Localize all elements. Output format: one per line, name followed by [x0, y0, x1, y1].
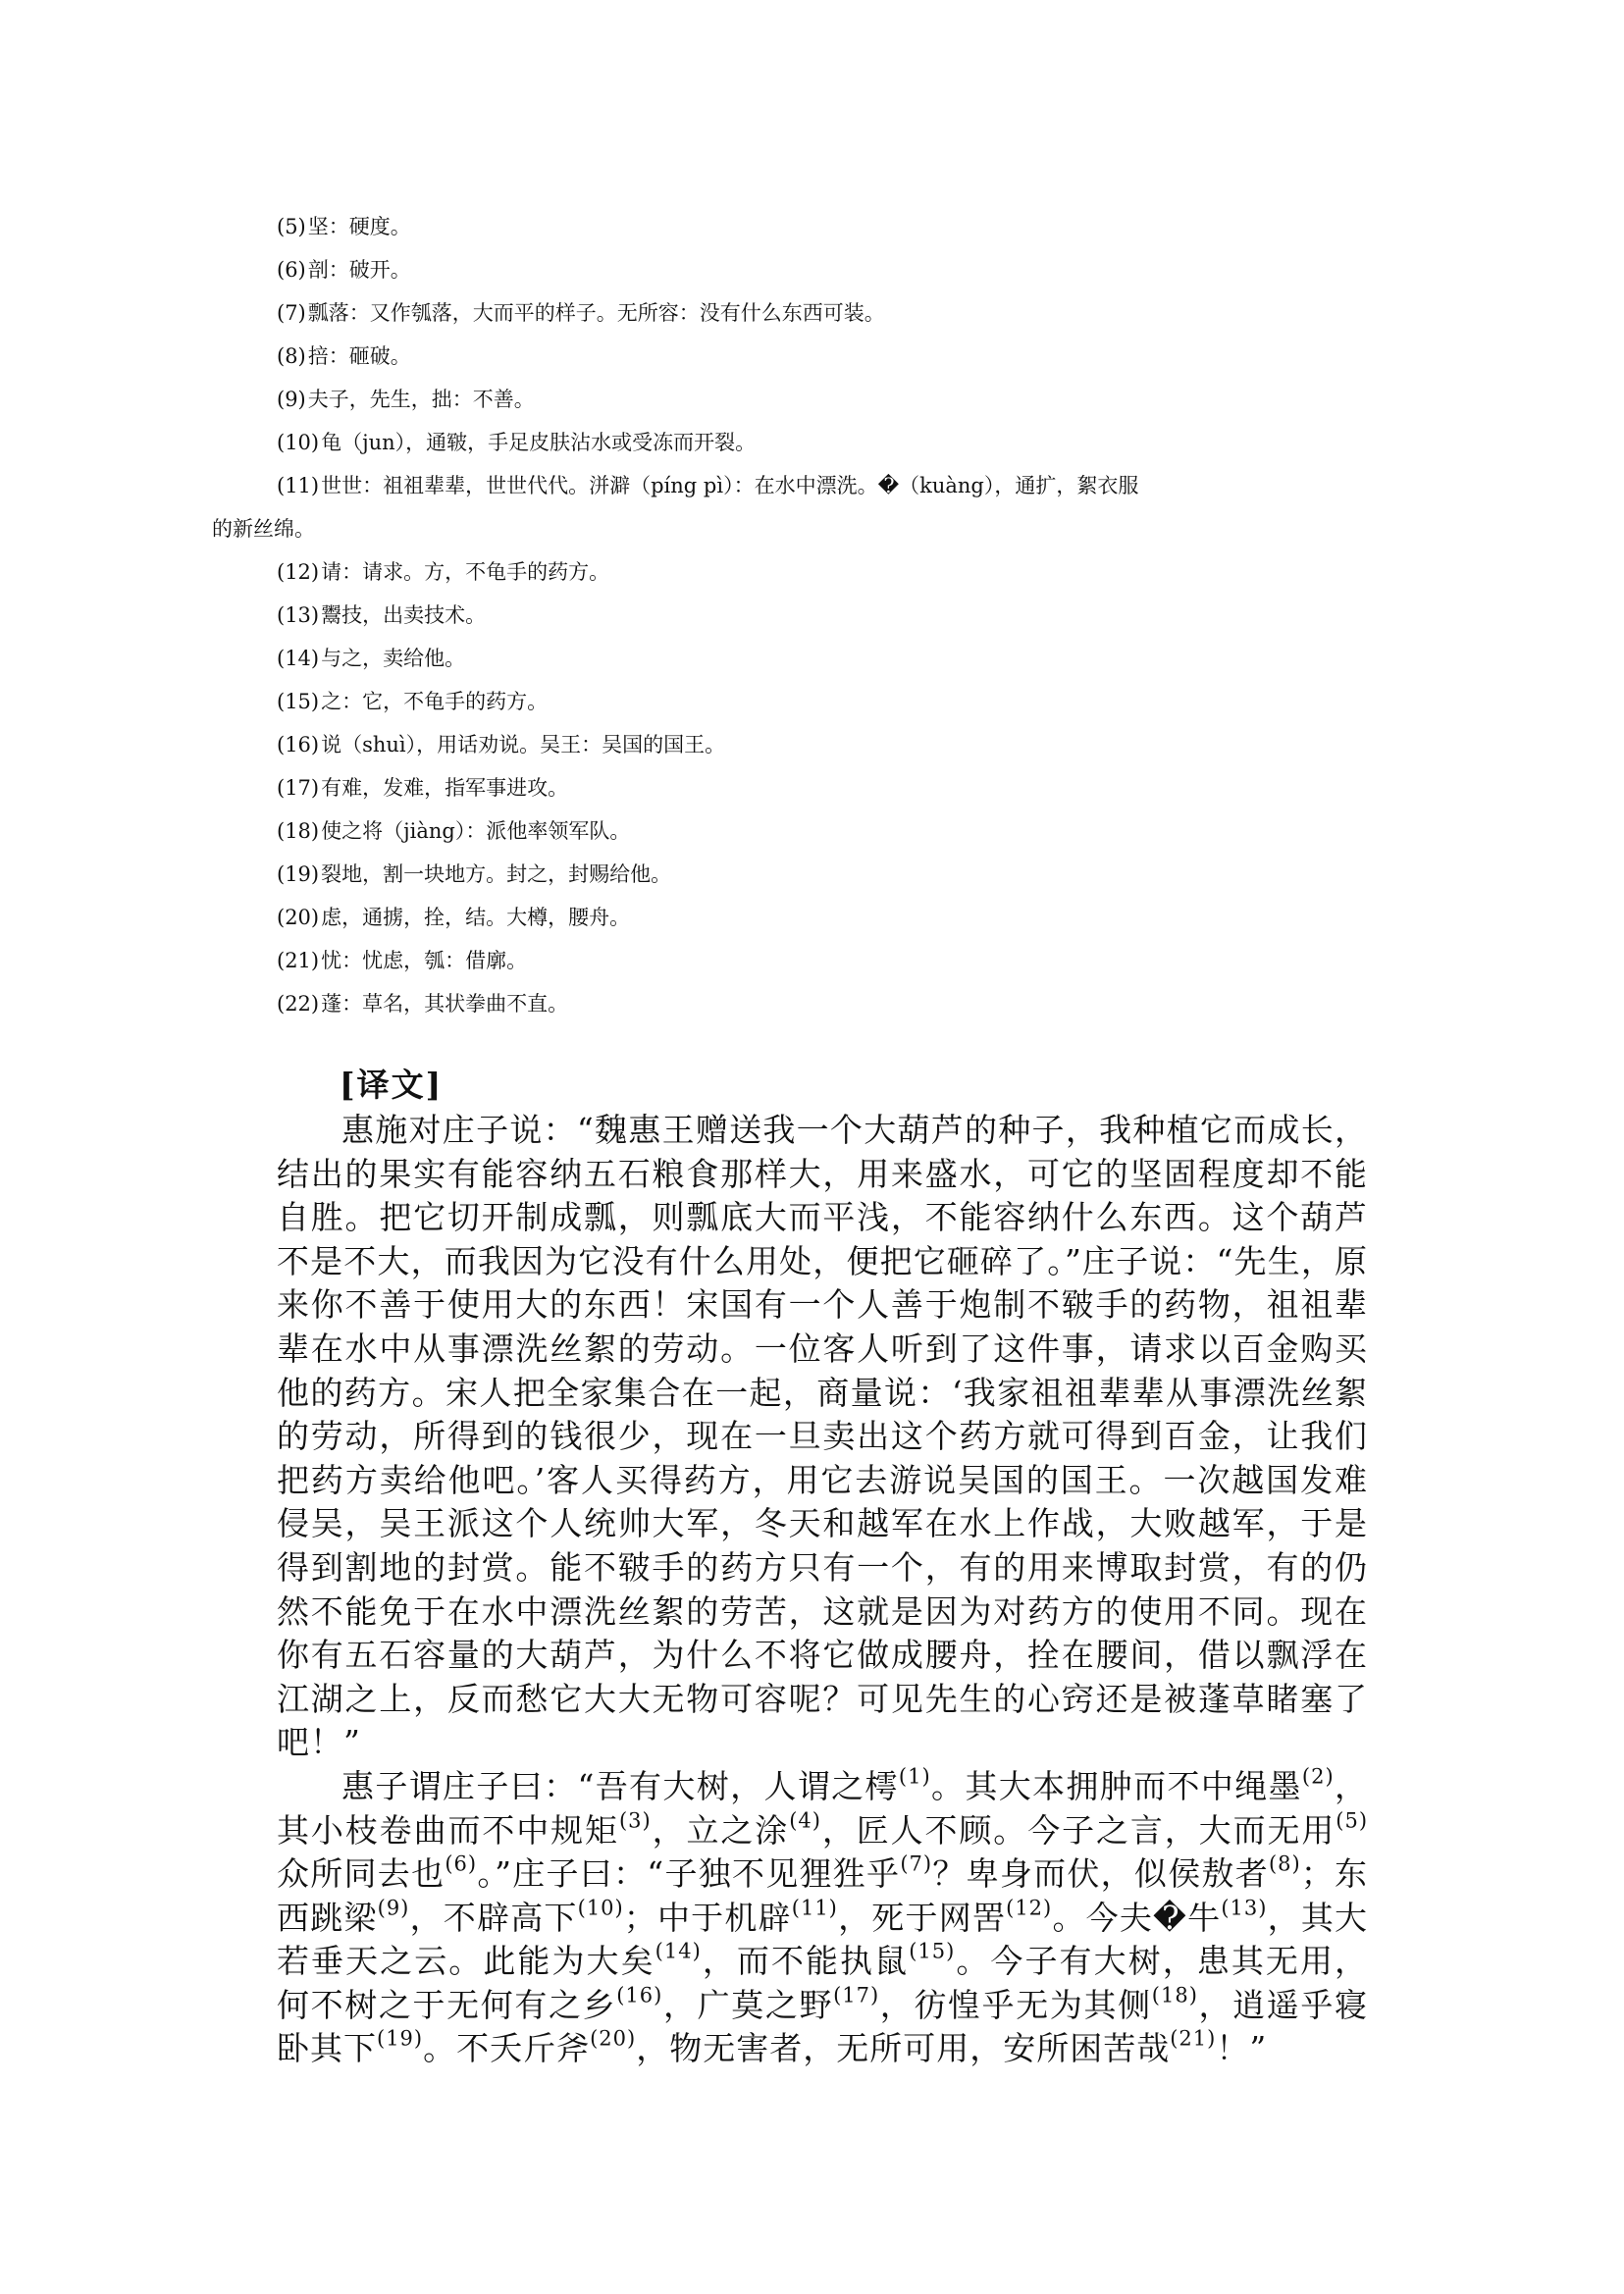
- footnote-marker: (3): [618, 1807, 652, 1832]
- annotation-text: 虑，通掳，拴，结。大樽，腰舟。: [321, 906, 631, 929]
- annotation-number: (19): [277, 862, 320, 886]
- footnote-marker: (7): [900, 1851, 933, 1876]
- annotation-number: (6): [277, 258, 306, 282]
- annotation-item: [212, 982, 1366, 1025]
- paragraph-text-segment: 。其大本拥肿而不中绳墨: [930, 1766, 1302, 1805]
- footnote-marker: (17): [833, 1983, 880, 2007]
- annotation-item: [212, 550, 1366, 594]
- annotation-text: 与之，卖给他。: [321, 647, 466, 670]
- annotation-item: [212, 723, 1366, 766]
- annotation-number: (8): [277, 344, 306, 368]
- annotation-item: [212, 248, 1366, 291]
- footnote-marker: (11): [791, 1896, 838, 1919]
- annotation-item: [212, 335, 1366, 378]
- paragraph-text-segment: ？卑身而伏，似侯敖者: [932, 1854, 1269, 1894]
- paragraph-text-segment: ，而不能执鼠: [701, 1942, 910, 1981]
- footnote-marker: (15): [909, 1939, 956, 1963]
- translation-paragraph: 惠施对庄子说：“魏惠王赠送我一个大葫芦的种子，我种植它而成长，结出的果实有能容纳五石粮食那样大，用来盛水，可它的坚固程度却不能自胜。把它切开制成瓢，则瓢底大而平浅，不能容纳什么东西。这个葫芦不是不大，而我因为它没有什么用处，便把它砸碎了。”庄子说：“先生，原来你不善于使用大的东西！宋国有一个人善于炮制不皲手的药物，祖祖辈辈在水中从事漂洗丝絮的劳动。一位客人听到了这件事，请求以百金购买他的药方。宋人把全家集合在一起，商量说：‘我家祖祖辈辈从事漂洗丝絮的劳动，所得到的钱很少，现在一旦卖出这个药方就可得到百金，让我们把药方卖给他吧。’客人买得药方，用它去游说吴国的国王。一次越国发难侵吴，吴王派这个人统帅大军，冬天和越军在水上作战，大败越军，于是得到割地的封赏。能不皲手的药方只有一个，有的用来博取封赏，有的仍然不能免于在水中漂洗丝絮的劳苦，这就是因为对药方的使用不同。现在你有五石容量的大葫芦，为什么不将它做成腰舟，拴在腰间，借以飘浮在江湖之上，反而愁它大大无物可容呢？可见先生的心窍还是被蓬草睹塞了吧！”: [277, 1111, 1368, 1762]
- footnote-marker: (18): [1151, 1983, 1198, 2007]
- paragraph-text-segment: ，物无害者，无所可用，安所困苦哉: [636, 2029, 1171, 2068]
- annotation-text: 掊：砸破。: [307, 344, 411, 368]
- paragraph-text-segment: ！”: [1216, 2029, 1268, 2068]
- annotation-number: (15): [277, 690, 320, 713]
- annotation-number: (9): [277, 388, 306, 411]
- footnote-marker: (5): [1336, 1807, 1369, 1832]
- annotation-item: [212, 766, 1366, 809]
- annotation-text: 剖：破开。: [307, 258, 411, 282]
- annotation-number: (10): [277, 431, 320, 454]
- annotation-text: 龟（jun），通皲，手足皮肤沾水或受冻而开裂。: [321, 431, 757, 454]
- paragraph-text-segment: ，其小枝卷曲而不中规矩: [277, 1766, 1369, 1850]
- annotation-item: [212, 594, 1366, 637]
- footnote-marker: (13): [1221, 1896, 1268, 1919]
- annotation-item: [212, 896, 1366, 939]
- paragraph-text-segment: ，彷惶乎无为其侧: [879, 1985, 1152, 2024]
- footnote-marker: (8): [1268, 1851, 1301, 1876]
- footnote-marker: (19): [377, 2026, 424, 2051]
- annotation-text: 裂地，割一块地方。封之，封赐给他。: [321, 862, 672, 886]
- translation-paragraph: [277, 1765, 1368, 2071]
- annotation-item: [212, 378, 1366, 421]
- annotation-number: (16): [277, 733, 320, 756]
- footnote-marker: (16): [616, 1983, 663, 2007]
- paragraph-text-segment: 惠子谓庄子曰：“吾有大树，人谓之樗: [341, 1766, 899, 1805]
- paragraph-text-segment: ，广莫之野: [662, 1985, 834, 2024]
- annotation-item: [212, 680, 1366, 723]
- annotation-number: (20): [277, 906, 320, 929]
- annotation-item: [212, 464, 1366, 507]
- annotation-text: 鬻技，出卖技术。: [321, 603, 487, 627]
- annotation-text: 使之将（jiàng）：派他率领军队。: [321, 819, 631, 843]
- annotation-number: (12): [277, 560, 320, 584]
- footnote-marker: (21): [1170, 2026, 1217, 2051]
- paragraph-text-segment: ，逍遥乎寝卧其下: [277, 1985, 1369, 2068]
- paragraph-text-segment: ；中于机辟: [623, 1898, 792, 1937]
- annotation-list: [212, 205, 1366, 1025]
- paragraph-text-segment: ，不辟高下: [409, 1898, 578, 1937]
- paragraph-text-segment: 众所同去也: [277, 1854, 445, 1894]
- paragraph-text-segment: ，匠人不顾。今子之言，大而无用: [820, 1810, 1336, 1850]
- paragraph-text-segment: ；东西跳梁: [277, 1854, 1368, 1937]
- annotation-number: (11): [277, 474, 320, 497]
- footnote-marker: (6): [445, 1851, 478, 1876]
- annotation-number: (13): [277, 603, 320, 627]
- annotation-number: (22): [277, 992, 320, 1016]
- footnote-marker: (20): [590, 2026, 637, 2051]
- annotation-text: 世世：祖祖辈辈，世世代代。洴澼（píng pì）：在水中漂洗。�（kuàng），通扩，絮衣服: [321, 474, 1139, 497]
- footnote-marker: (4): [789, 1807, 821, 1832]
- annotation-text: 夫子，先生，拙：不善。: [307, 388, 535, 411]
- footnote-marker: (14): [655, 1939, 702, 1963]
- footnote-marker: (9): [377, 1896, 410, 1919]
- annotation-continuation: 的新丝绵。: [212, 517, 315, 541]
- annotation-text: 蓬：草名，其状拳曲不直。: [321, 992, 569, 1016]
- annotation-item: [212, 637, 1366, 680]
- annotation-text: 坚：硬度。: [307, 215, 411, 238]
- paragraph-text-segment: ，立之涂: [651, 1810, 790, 1850]
- paragraph-text-segment: 。不夭斤斧: [423, 2029, 591, 2068]
- section-title: [译文]: [340, 1066, 444, 1104]
- annotation-item: [212, 421, 1366, 464]
- annotation-item: [212, 205, 1366, 248]
- footnote-marker: (2): [1301, 1764, 1335, 1789]
- annotation-number: (5): [277, 215, 306, 238]
- paragraph-text-segment: 。”庄子曰：“子独不见狸狌乎: [477, 1854, 901, 1894]
- footnote-marker: (12): [1006, 1896, 1053, 1919]
- paragraph-text-segment: ，死于网罟: [837, 1898, 1007, 1937]
- paragraph-text-segment: 。今子有大树，患其无用，何不树之于无何有之乡: [277, 1942, 1369, 2024]
- paragraph-text-segment: 。今夫�牛: [1052, 1898, 1222, 1937]
- annotation-number: (18): [277, 819, 320, 843]
- translation-body: [277, 1109, 1368, 2071]
- annotation-text: 说（shuì），用话劝说。吴王：吴国的国王。: [321, 733, 726, 756]
- annotation-text: 请：请求。方，不龟手的药方。: [321, 560, 610, 584]
- annotation-item: [212, 939, 1366, 982]
- paragraph-text-segment: ，其大若垂天之云。此能为大矣: [277, 1898, 1369, 1981]
- annotation-text: 忧：忧虑，瓠：借廓。: [321, 949, 528, 972]
- annotation-item: [212, 291, 1366, 335]
- annotation-number: (14): [277, 647, 320, 670]
- annotation-text: 之：它，不龟手的药方。: [321, 690, 549, 713]
- annotation-text: 瓢落：又作瓠落，大而平的样子。无所容：没有什么东西可装。: [307, 301, 885, 325]
- annotation-item: [212, 853, 1366, 896]
- annotation-text: 有难，发难，指军事进攻。: [321, 776, 569, 800]
- footnote-marker: (10): [577, 1896, 624, 1919]
- annotation-item: [212, 809, 1366, 853]
- annotation-number: (7): [277, 301, 306, 325]
- footnote-marker: (1): [898, 1764, 931, 1789]
- annotation-number: (17): [277, 776, 320, 800]
- annotation-number: (21): [277, 949, 320, 972]
